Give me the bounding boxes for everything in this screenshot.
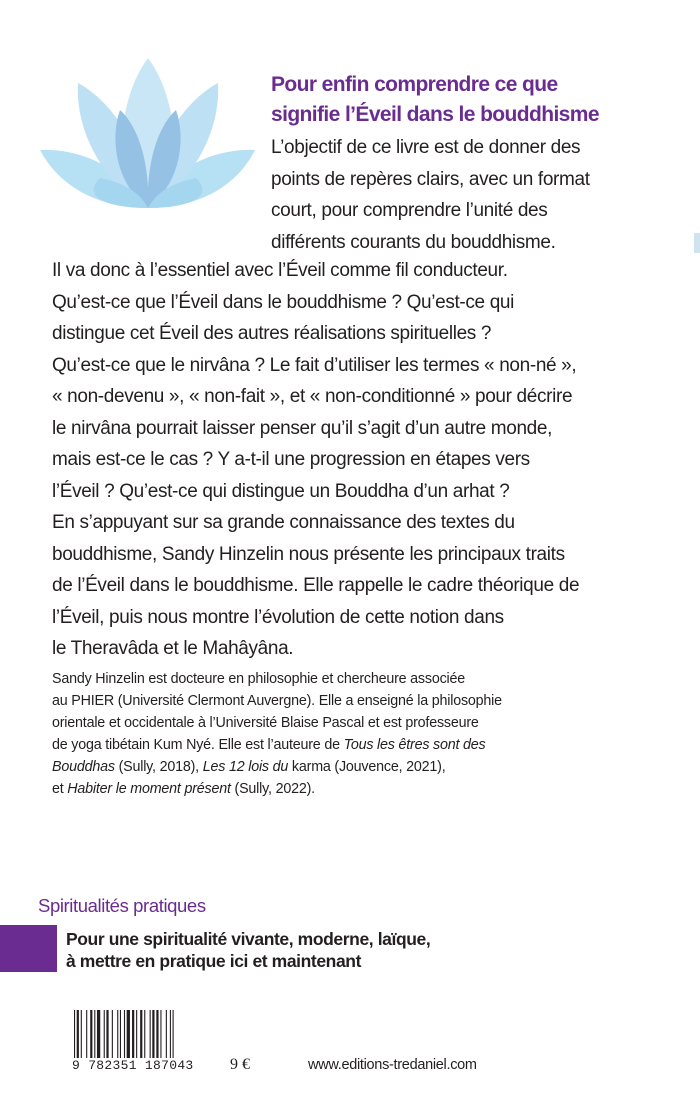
body-line: bouddhisme, Sandy Hinzelin nous présente les principaux traits [52,543,565,565]
series-tagline [66,928,430,972]
barcode-bar [94,1010,95,1058]
barcode-bar [173,1010,174,1058]
barcode-bar [97,1010,100,1058]
barcode-bar [150,1010,151,1058]
bio-text: et [52,781,68,797]
intro-paragraph [271,132,590,258]
isbn-number: 9 782351 187043 [72,1058,194,1073]
description-paragraph [52,255,579,665]
barcode-bar [104,1010,105,1058]
intro-line: différents courants du bouddhisme. [271,231,556,253]
lotus-illustration [40,58,255,218]
body-line: distingue cet Éveil des autres réalisations spirituelles ? [52,323,492,344]
barcode-bar [117,1010,118,1058]
bio-line [52,734,502,756]
bio-line: Sandy Hinzelin est docteure en philosophie et chercheure associée [52,671,465,687]
barcode-bar [86,1010,87,1058]
barcode-bar [74,1010,75,1058]
bio-text: de yoga tibétain Kum Nyé. Elle est l’auteure de [52,737,344,753]
body-line: Qu’est-ce que le nirvâna ? Le fait d’utiliser les termes « non-né », [52,354,577,376]
book-title: Habiter le moment présent [67,781,231,797]
series-name: Spiritualités pratiques [38,895,206,916]
barcode-bar [90,1010,92,1058]
body-line: « non-devenu », « non-fait », et « non-conditionné » pour décrire [52,386,573,407]
book-title: Les 12 lois du [202,759,289,775]
barcode-bar [81,1010,82,1058]
barcode-bar [132,1010,134,1058]
headline-line: Pour enfin comprendre ce que [271,73,558,96]
bio-text: (Sully, 2022). [230,781,315,797]
author-bio [52,668,502,800]
barcode-bar [144,1010,145,1058]
edge-mark [694,233,700,253]
barcode-bar [136,1010,137,1058]
barcode-bar [140,1010,142,1058]
tagline-line: à mettre en pratique ici et maintenant [66,951,362,971]
barcode-bar [170,1010,171,1058]
bio-text: (Sully, 2018), [114,759,203,775]
price: 9 € [230,1056,250,1073]
barcode-bar [156,1010,158,1058]
barcode-bar [124,1010,125,1058]
body-line: En s’appuyant sur sa grande connaissance des textes du [52,512,515,533]
barcode-bar [120,1010,121,1058]
body-line: le nirvâna pourrait laisser penser qu’il s’agit d’un autre monde, [52,417,553,439]
book-title: Bouddhas [52,759,115,775]
body-line: l’Éveil ? Qu’est-ce qui distingue un Bouddha d’un arhat ? [52,480,510,502]
publisher-website: www.editions-tredaniel.com [308,1057,477,1073]
book-title: Tous les êtres sont des [343,737,486,753]
barcode-bar [127,1010,130,1058]
intro-line: court, pour comprendre l’unité des [271,200,548,221]
body-line: mais est-ce le cas ? Y a-t-il une progression en étapes vers [52,449,530,470]
intro-line: points de repères clairs, avec un format [271,168,590,190]
bio-line [52,756,502,778]
barcode-bar [160,1010,161,1058]
barcode-bar [77,1010,79,1058]
barcode-bar [106,1010,108,1058]
series-color-block [0,925,57,972]
body-line: de l’Éveil dans le bouddhisme. Elle rappelle le cadre théorique de [52,575,580,596]
headline-line: signifie l’Éveil dans le bouddhisme [271,103,599,126]
body-line: le Theravâda et le Mahâyâna. [52,638,294,659]
bio-line: au PHIER (Université Clermont Auvergne). Elle a enseigné la philosophie [52,693,502,709]
bio-line: orientale et occidentale à l’Université Blaise Pascal et est professeure [52,715,479,731]
barcode-bar [112,1010,113,1058]
headline [271,70,599,130]
body-line: Qu’est-ce que l’Éveil dans le bouddhisme ? Qu’est-ce qui [52,291,514,313]
body-line: l’Éveil, puis nous montre l’évolution de cette notion dans [52,606,504,628]
barcode-bar [152,1010,154,1058]
body-line: Il va donc à l’essentiel avec l’Éveil comme fil conducteur. [52,260,508,281]
bio-text: karma (Jouvence, 2021), [288,759,446,775]
bio-line [52,778,502,800]
barcode [74,1010,204,1058]
barcode-bar [166,1010,167,1058]
tagline-line: Pour une spiritualité vivante, moderne, laïque, [66,929,431,949]
intro-line: L’objectif de ce livre est de donner des [271,137,581,158]
